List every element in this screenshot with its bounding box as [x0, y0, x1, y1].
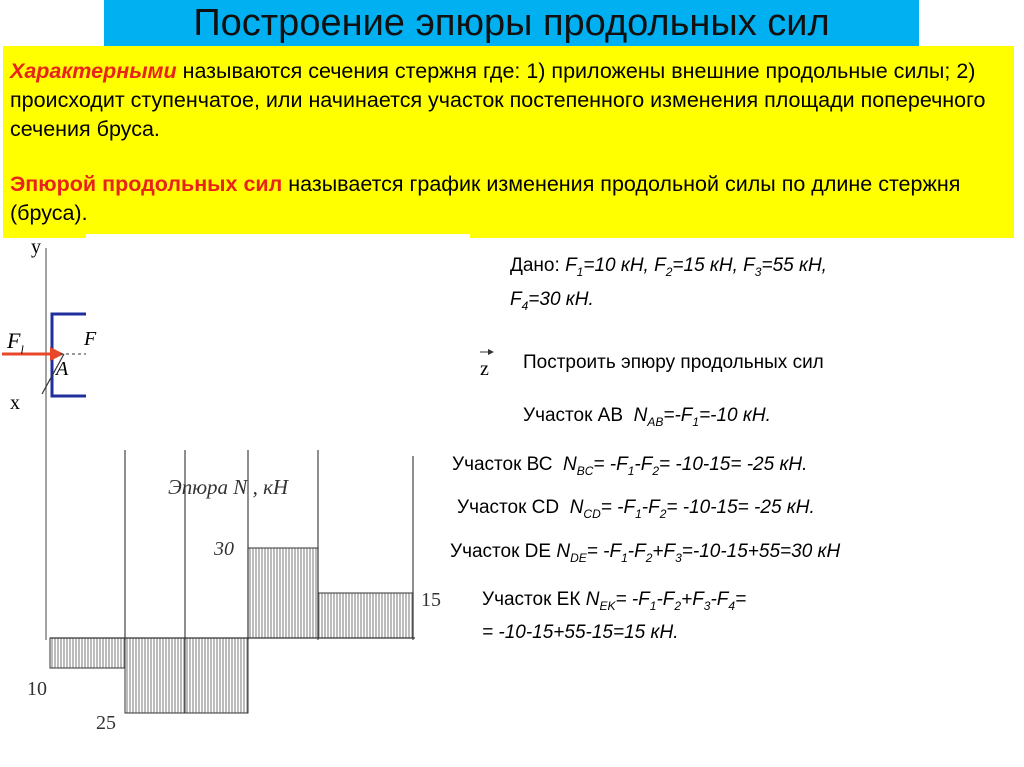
- force-f-sub: l: [20, 342, 24, 357]
- section-ab: [523, 405, 771, 429]
- section-ab-label: Участок АВ: [523, 405, 624, 426]
- section-bc: [452, 454, 807, 478]
- force-label-partial: F: [84, 328, 97, 350]
- epure-caption: Эпюра N , кН: [168, 475, 289, 499]
- task-text: Построить эпюру продольных сил: [523, 352, 824, 373]
- section-ab-formula: $N_{AB}=-F_1=-10$ кН.: [633, 405, 771, 429]
- axis-y-label: y: [31, 236, 41, 258]
- section-bc-label: Участок ВС: [452, 454, 553, 475]
- epure-bc: [125, 638, 185, 713]
- value-25-label: 25: [96, 712, 116, 734]
- section-de: [450, 541, 840, 565]
- section-ek-formula-2: = -10-15+55-15=15 кН.: [482, 622, 679, 643]
- section-ek-label: Участок ЕК: [482, 589, 581, 610]
- epure-cd: [185, 638, 248, 713]
- value-30-label: 30: [214, 538, 234, 560]
- value-15-label: 15: [421, 589, 441, 611]
- mask-strip: [86, 234, 470, 242]
- section-cd-label: Участок CD: [457, 497, 560, 518]
- force-f-text: F: [7, 328, 21, 353]
- given-line-2: $F_4=30$ кН.: [510, 288, 594, 313]
- epure-ab: [50, 638, 125, 668]
- definition-characteristic-text: называются сечения стержня где: 1) приложены внешние продольные силы; 2) происходит ступенчатое, или начинается участок постепенного изменения площади поперечного сечения бруса.: [10, 59, 986, 141]
- section-ek: [482, 589, 746, 613]
- point-a-label: A: [56, 358, 69, 380]
- section-cd: [457, 497, 815, 521]
- epure-ek: [318, 593, 413, 638]
- given-prefix: Дано:: [510, 255, 566, 276]
- section-de-formula: $N_{DE}= -F_1-F_2+F_3=-10-15+55=30$ кН: [556, 541, 841, 565]
- term-diagram: Эпюрой продольных сил: [10, 172, 283, 196]
- axis-x-label: x: [10, 392, 20, 414]
- section-de-label: Участок DE: [450, 541, 552, 562]
- epure-group: [50, 548, 413, 713]
- given-values-1: $F_1=10$ кН, $F_2=15$ кН, $F_3=55$ кН,: [565, 255, 827, 279]
- given-block: [510, 252, 827, 320]
- term-characteristic: Характерными: [10, 59, 177, 83]
- definition-diagram-text: называется график изменения продольной силы по длине стержня (бруса).: [10, 172, 961, 225]
- value-10-label: 10: [27, 678, 47, 700]
- section-cd-formula: $N_{CD}= -F_1-F_2= -10-15= -25$ кН.: [569, 497, 815, 521]
- given-line-1: [510, 252, 827, 286]
- force-f1-label: [7, 328, 24, 357]
- epure-de: [248, 548, 318, 638]
- section-bc-formula: $N_{BC}= -F_1-F_2= -10-15= -25$ кН.: [563, 454, 808, 478]
- section-ek-formula: $N_{EK}= -F_1-F_2+F_3-F_4=$: [585, 589, 747, 613]
- axis-z-label: z: [480, 358, 489, 380]
- page-title: Построение эпюры продольных сил: [193, 2, 830, 44]
- z-arrow-head: [488, 349, 494, 355]
